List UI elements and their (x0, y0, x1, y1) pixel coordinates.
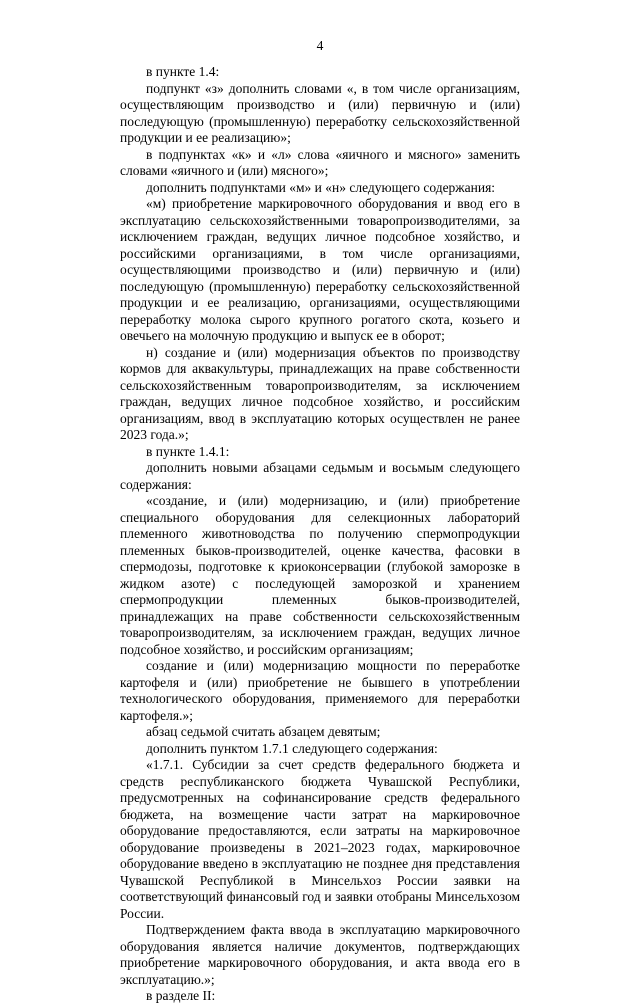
document-body (120, 64, 520, 1005)
paragraph-commissioning-proof: Подтверждением факта ввода в эксплуатацию маркировочного оборудования является наличие документов, подтверждающих приобретение маркировочного оборудования, и акта ввода его в эксплуатацию.»; (120, 922, 520, 987)
paragraph-add-clause-1-7-1: дополнить пунктом 1.7.1 следующего содержания: (146, 740, 438, 756)
page-number: 4 (316, 38, 324, 53)
paragraph-renumber: абзац седьмой считать абзацем девятым; (146, 724, 381, 739)
paragraph-clause-1-7-1: «1.7.1. Субсидии за счет средств федерального бюджета и средств республиканского бюджета Чувашской Республики, предусмотренных на софинансирование средств федерального бюджета, на возмещение части затрат на маркировочное оборудование предоставляются, если затраты на маркировочное оборудование произведены в 2021–2023 годах, маркировочное оборудование введено в эксплуатацию не позднее дня представления Чувашской Республикой в Минсельхоз России заявки на соответствующий финансовый год и заявки отобраны Минсельхозом России. (120, 757, 520, 921)
paragraph-section-ii-heading: в разделе II: (146, 988, 216, 1003)
paragraph-clause-1-4-1-heading: в пункте 1.4.1: (146, 443, 230, 459)
paragraph-add-new-paragraphs: дополнить новыми абзацами седьмым и восьмым следующего содержания: (120, 460, 520, 492)
paragraph-subclauses-k-l: в подпунктах «к» и «л» слова «яичного и мясного» заменить словами «яичного и (или) мясного»; (120, 146, 520, 178)
paragraph-subclause-z: подпункт «з» дополнить словами «, в том числе организациям, осуществляющим производство и (или) первичную и (или) последующую (промышленную) переработку сельскохозяйственной продукции и ее реализацию»; (120, 80, 520, 145)
paragraph-potato-processing: создание и (или) модернизацию мощности по переработке картофеля и (или) приобретение не бывшего в употреблении технологического оборудования, применяемого для переработки картофеля.»; (120, 658, 520, 723)
paragraph-add-subclauses-m-n: дополнить подпунктами «м» и «н» следующего содержания: (146, 179, 496, 195)
paragraph-clause-1-4-heading: в пункте 1.4: (146, 64, 220, 79)
paragraph-subclause-m: «м) приобретение маркировочного оборудования и ввод его в эксплуатацию сельскохозяйственными товаропроизводителями, за исключением граждан, ведущих личное подсобное хозяйство, и российскими организациями, в том числе организациями, осуществляющими производство и (или) первичную и (или) последующую (промышленную) переработку сельскохозяйственной продукции и ее реализацию, организациями, осуществляющими переработку молока сырого крупного рогатого скота, козьего и овечьего на молочную продукцию и выпуск ее в оборот; (120, 196, 520, 343)
paragraph-subclause-n: н) создание и (или) модернизация объектов по производству кормов для аквакультуры, принадлежащих на праве собственности сельскохозяйственным товаропроизводителям, за исключением граждан, ведущих личное подсобное хозяйство, и российским организациям, ввод в эксплуатацию которых осуществлен не ранее 2023 года.»; (120, 344, 520, 442)
paragraph-breeding-laboratories: «создание, и (или) модернизацию, и (или) приобретение специального оборудования для селекционных лабораторий племенного животноводства по получению спермопродукции племенных быков-производителей, оценке качества, фасовки в спермодозы, подготовке к криоконсервации (глубокой заморозке в жидком азоте) с последующей заморозкой и хранением спермопродукции племенных быков-производителей, принадлежащих на праве собственности сельскохозяйственным товаропроизводителям, за исключением граждан, ведущих личное подсобное хозяйство, и российским организациям; (120, 493, 520, 657)
